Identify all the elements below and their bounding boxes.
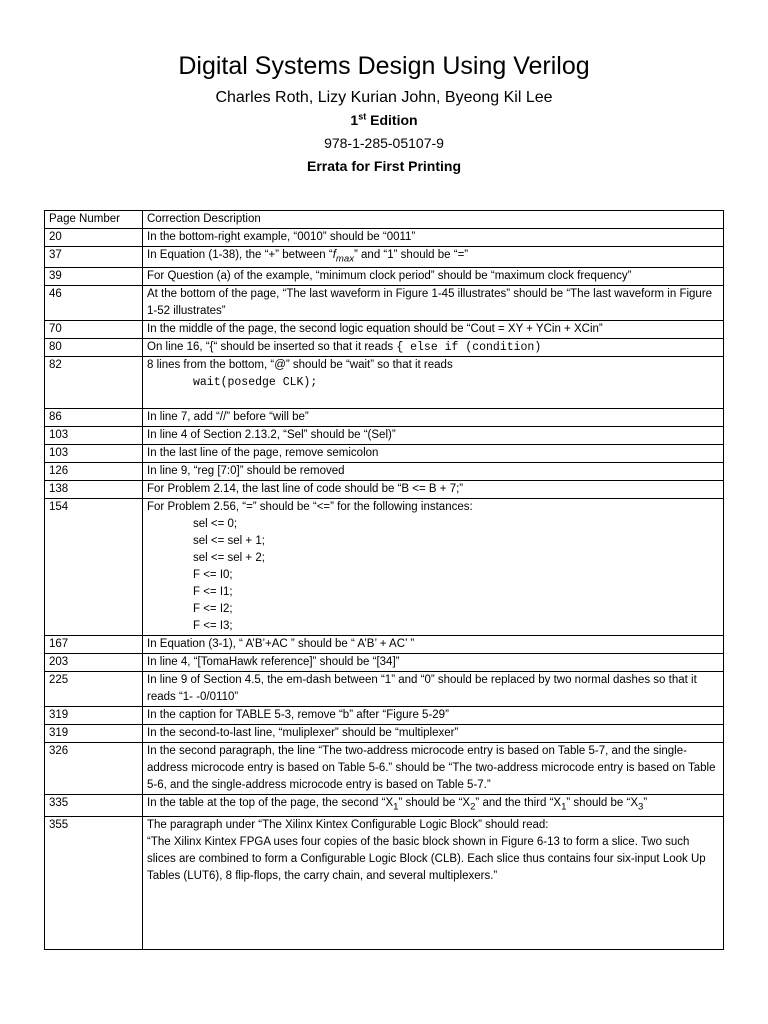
- code-line: F <= I3;: [193, 620, 233, 633]
- code-snippet: { else if (condition): [396, 341, 542, 355]
- table-row: [45, 672, 724, 707]
- page-number-cell: 326: [45, 743, 143, 795]
- page-number-cell: 203: [45, 654, 143, 672]
- correction-cell: In the caption for TABLE 5-3, remove “b” after “Figure 5-29”: [143, 707, 724, 725]
- page-number-cell: 138: [45, 481, 143, 499]
- correction-cell: [143, 247, 724, 268]
- page-number-cell: 103: [45, 445, 143, 463]
- correction-cell: In the bottom-right example, “0010” should be “0011”: [143, 229, 724, 247]
- correction-text: In the table at the top of the page, the second “X: [147, 797, 394, 810]
- table-row: [45, 247, 724, 268]
- fmax-subscript: max: [335, 253, 355, 265]
- correction-cell: In line 7, add “//” before “will be”: [143, 409, 724, 427]
- authors-line: Charles Roth, Lizy Kurian John, Byeong Kil Lee: [215, 89, 553, 106]
- correction-cell: In the middle of the page, the second logic equation should be “Cout = XY + YCin + XCin”: [143, 321, 724, 339]
- table-row: [45, 445, 724, 463]
- correction-cell: [143, 816, 724, 949]
- correction-cell: [143, 499, 724, 636]
- correction-text: On line 16, “{“ should be inserted so that it reads: [147, 341, 397, 354]
- table-row: [45, 409, 724, 427]
- table-row: [45, 268, 724, 286]
- correction-text: 8 lines from the bottom, “@” should be “wait” so that it reads: [147, 359, 453, 372]
- correction-text: ” and “1” should be “=”: [354, 249, 469, 261]
- correction-cell: For Problem 2.14, the last line of code should be “B <= B + 7;”: [143, 481, 724, 499]
- correction-cell: In line 4, “[TomaHawk reference]” should be “[34]”: [143, 654, 724, 672]
- page-number-cell: 103: [45, 427, 143, 445]
- column-header-description: Correction Description: [143, 211, 724, 229]
- correction-cell: In the last line of the page, remove semicolon: [143, 445, 724, 463]
- table-row: [45, 499, 724, 636]
- errata-table: [44, 210, 724, 950]
- edition-word: Edition: [370, 112, 418, 128]
- page-number-cell: 167: [45, 636, 143, 654]
- correction-cell: In line 9 of Section 4.5, the em-dash between “1” and “0” should be replaced by two normal dashes so that it reads “1- -0/0110”: [143, 672, 724, 707]
- table-row: [45, 321, 724, 339]
- correction-cell: For Question (a) of the example, “minimum clock period” should be “maximum clock frequency”: [143, 268, 724, 286]
- page-number-cell: 20: [45, 229, 143, 247]
- table-header-row: [45, 211, 724, 229]
- document-title: Digital Systems Design Using Verilog: [178, 52, 590, 80]
- table-row: [45, 707, 724, 725]
- table-row: [45, 427, 724, 445]
- code-line: F <= I0;: [193, 569, 233, 582]
- correction-cell: In line 4 of Section 2.13.2, “Sel” should be “(Sel)”: [143, 427, 724, 445]
- table-row: [45, 286, 724, 321]
- correction-cell: [143, 339, 724, 357]
- table-row: [45, 743, 724, 795]
- table-row: [45, 816, 724, 949]
- isbn-line: 978-1-285-05107-9: [324, 135, 444, 151]
- page-number-cell: 46: [45, 286, 143, 321]
- page-number-cell: 154: [45, 499, 143, 636]
- table-row: [45, 357, 724, 409]
- subscript: 1: [561, 801, 567, 813]
- blank-line: [147, 391, 719, 408]
- table-row: [45, 795, 724, 816]
- correction-cell: At the bottom of the page, “The last waveform in Figure 1-45 illustrates” should be “The last waveform in Figure 1-52 illustrates”: [143, 286, 724, 321]
- correction-cell: [143, 795, 724, 816]
- code-line: F <= I1;: [193, 586, 233, 599]
- correction-text: For Problem 2.56, “=” should be “<=” for the following instances:: [147, 501, 473, 514]
- page-number-cell: 225: [45, 672, 143, 707]
- errata-title: Errata for First Printing: [306, 158, 462, 174]
- table-row: [45, 481, 724, 499]
- page-number-cell: 319: [45, 725, 143, 743]
- correction-cell: In Equation (3-1), “ A’B’+AC ” should be “ A’B’ + AC’ ”: [143, 636, 724, 654]
- table-row: [45, 229, 724, 247]
- page-number-cell: 355: [45, 816, 143, 949]
- correction-cell: In the second-to-last line, “muliplexer” should be “multiplexer”: [143, 725, 724, 743]
- correction-text: ” should be “X: [398, 797, 471, 810]
- page-number-cell: 335: [45, 795, 143, 816]
- code-snippet: wait(posedge CLK);: [193, 376, 318, 390]
- page-number-cell: 319: [45, 707, 143, 725]
- page-number-cell: 86: [45, 409, 143, 427]
- page-number-cell: 37: [45, 247, 143, 268]
- page-number-cell: 80: [45, 339, 143, 357]
- replacement-quote: “The Xilinx Kintex FPGA uses four copies of the basic block shown in Figure 6-13 to form a slice. Two such slices are combined to form a Configurable Logic Block (CLB). Each slice thus contains four six-input Look Up Tables (LUT6), 8 flip-flops, the carry chain, and several multiplexers.”: [147, 835, 706, 882]
- subscript: 3: [638, 801, 644, 813]
- correction-text: The paragraph under “The Xilinx Kintex Configurable Logic Block” should read:: [147, 818, 549, 831]
- table-row: [45, 636, 724, 654]
- subscript: 1: [393, 801, 399, 813]
- subscript: 2: [470, 801, 476, 813]
- fmax-symbol: f: [332, 249, 336, 261]
- edition-suffix: st: [358, 111, 367, 122]
- page-number-cell: 82: [45, 357, 143, 409]
- edition-number: 1: [350, 112, 359, 128]
- correction-cell: In the second paragraph, the line “The two-address microcode entry is based on Table 5-7, and the single-address microcode entry is based on Table 5-6.” should be “The two-address microcode entry is based on Table 5-6, and the single-address microcode entry is based on Table 5-7.”: [143, 743, 724, 795]
- correction-text: ” and the third “X: [475, 797, 562, 810]
- code-line: sel <= sel + 1;: [193, 535, 265, 548]
- edition-line: [0, 110, 768, 130]
- table-row: [45, 725, 724, 743]
- correction-cell: [143, 357, 724, 409]
- table-row: [45, 654, 724, 672]
- page-number-cell: 39: [45, 268, 143, 286]
- column-header-page: Page Number: [45, 211, 143, 229]
- table-row: [45, 339, 724, 357]
- code-line: sel <= sel + 2;: [193, 552, 265, 565]
- correction-text: In Equation (1-38), the “+” between “: [147, 249, 333, 261]
- code-line: sel <= 0;: [193, 518, 238, 531]
- correction-text: ” should be “X: [566, 797, 639, 810]
- correction-text: ”: [643, 797, 648, 810]
- page-number-cell: 70: [45, 321, 143, 339]
- page-number-cell: 126: [45, 463, 143, 481]
- correction-cell: In line 9, “reg [7:0]” should be removed: [143, 463, 724, 481]
- table-row: [45, 463, 724, 481]
- code-line: F <= I2;: [193, 603, 233, 616]
